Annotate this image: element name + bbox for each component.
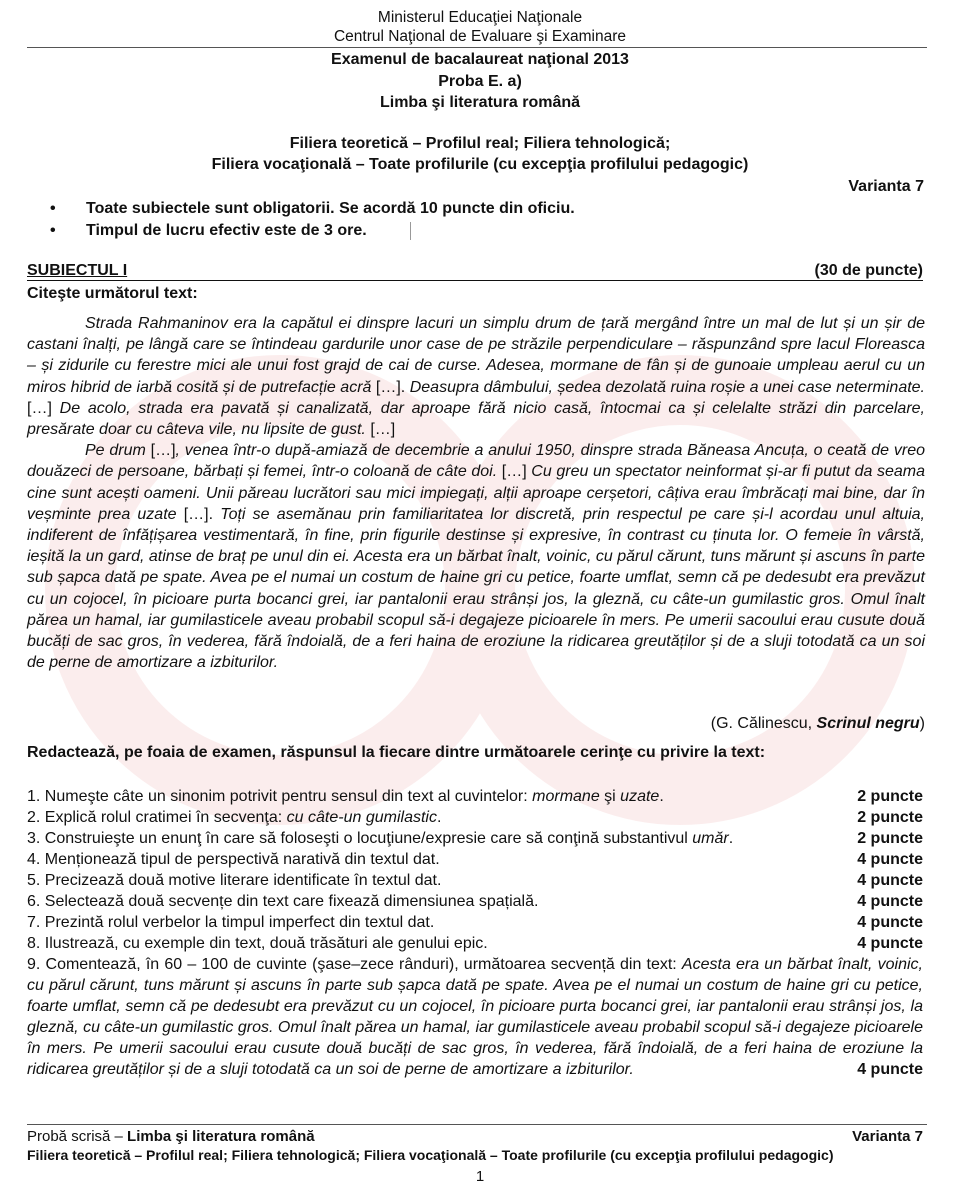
variant-label: Varianta 7	[848, 178, 924, 195]
section-header	[27, 262, 923, 280]
excerpt-source: (G. Călinescu, Scrinul negru)	[710, 715, 925, 732]
instruction-item: • Toate subiectele sunt obligatorii. Se acordă 10 puncte din oficiu.	[50, 198, 575, 220]
questions-list	[27, 786, 923, 1080]
footer-subject: Limba şi literatura română	[127, 1128, 315, 1145]
header-divider	[27, 47, 927, 48]
question-points: 4 puncte	[857, 851, 923, 868]
question-points: 4 puncte	[857, 893, 923, 910]
excerpt-paragraph-1: Strada Rahmaninov era la capătul ei dinspre lacuri un simplu drum de țară mergând între un mal de lut și un șir de castani înalți, pe lângă care se întindeau gardurile unor case de pe străzile perpendiculare – răspunzând spre lacul Floreasca – și zidurile cu ferestre mici ale unui fost grajd de cai de curse. Adesea, mormane de fân și de gunoaie umpleau aerul cu un miros hibrid de iarbă cosită și de putrefacție acră […]. Deasupra dâmbului, ședea dezolată ruina roșie a unei case neterminate. […] De acolo, strada era pavată și canalizată, dar aproape fără nicio casă, întocmai ca și celelalte străzi din parcelare, presărate doar cu câteva vile, nu lipsite de gust. […]	[27, 315, 926, 439]
footer-divider	[27, 1124, 927, 1125]
filiera-line-1: Filiera teoretică – Profilul real; Filiera tehnologică;	[289, 135, 671, 152]
excerpt-text	[27, 313, 925, 673]
question-item-9: 9. Comentează, în 60 – 100 de cuvinte (şase–zece rânduri), următoarea secvență din text: Acesta era un bărbat înalt, voinic, cu părul cărunt, tuns mărunt și ascuns în parte sub șapca dată pe spate. Avea pe el numai un costum de haine gri cu petice, foarte umflat, semn că pe dedesubt era prevăzut cu un cojocel, în picioare purta bocanci grei, iar pantalonii erau strânși jos, la gleznă, cu câte-un gumilastic gros. Omul înalt părea un hamal, iar gumilasticele aveau probabil scopul să-i degajeze picioarele în mers. Pe umerii sacoului erau cusute două bucăți de sac gros, în vederea, fără îndoială, de a feri haina de eroziune la ridicarea greutăților și de a sluji totodată ca un soi de perne de amortizare a izbiturilor. 4 puncte	[27, 956, 924, 1078]
section-underline	[27, 280, 923, 281]
question-9-quote: Acesta era un bărbat înalt, voinic, cu părul cărunt, tuns mărunt și ascuns în parte sub șapca dată pe spate. Avea pe el numai un costum de haine gri cu petice, foarte umflat, semn că pe dedesubt era prevăzut cu un cojocel, în picioare purta bocanci grei, iar pantalonii erau strânși jos, la gleznă, cu câte-un gumilastic gros. Omul înalt părea un hamal, iar gumilasticele aveau probabil scopul să-i degajeze picioarele în mers. Pe umerii sacoului erau cusute două bucăți de sac gros, în vederea, fără îndoială, de a feri haina de eroziune la ridicarea greutăților și de a sluji totodată ca un soi de perne de amortizare a izbiturilor.	[27, 956, 924, 1078]
question-item: 3. Construieşte un enunţ în care să foloseşti o locuţiune/expresie care să conţină substantivul umăr. 2 puncte	[27, 830, 923, 847]
question-item: 7. Prezintă rolul verbelor la timpul imperfect din textul dat. 4 puncte	[27, 914, 923, 931]
exam-proba: Proba E. a)	[438, 73, 522, 90]
filiera-line-2: Filiera vocaţională – Toate profilurile (cu excepţia profilului pedagogic)	[211, 156, 749, 173]
question-item: 2. Explică rolul cratimei în secvenţa: cu câte-un gumilastic. 2 puncte	[27, 809, 923, 826]
question-item: 4. Menționează tipul de perspectivă narativă din textul dat. 4 puncte	[27, 851, 923, 868]
question-item: 1. Numeşte câte un sinonim potrivit pentru sensul din text al cuvintelor: mormane şi uzate. 2 puncte	[27, 788, 923, 805]
question-item: 6. Selectează două secvențe din text care fixează dimensiunea spațială. 4 puncte	[27, 893, 923, 910]
center-name: Centrul Naţional de Evaluare şi Examinare	[333, 28, 627, 45]
source-work-title: Scrinul negru	[816, 715, 920, 732]
excerpt-paragraph-2: Pe drum […], venea într-o după-amiază de decembrie a anului 1950, dinspre strada Băneasa Ancuța, o ceată de vreo douăzeci de persoane, bărbați și femei, într-o coloană de câte doi. […] Cu greu un spectator neinformat și-ar fi putut da seama cine sunt acești oameni. Unii păreau lucrători sau mici impiegați, alții aproape cerșetori, câțiva erau îmbrăcați mai bine, dar în veșminte prea uzate […]. Toți se asemănau prin familiaritatea lor discretă, prin respectul pe care și-l acordau unul altuia, indiferent de înfățișarea vestimentară, în fine, prin figurile destinse și expresive, în contrast cu ținuta lor. O femeie în vârstă, ieșită la un gard, atinse de braț pe unul din ei. Acesta era un bărbat înalt, voinic, cu părul cărunt, tuns mărunt și ascuns în parte sub șapca dată pe spate. Avea pe el numai un costum de haine gri cu petice, foarte umflat, semn că pe dedesubt era prevăzut cu un cojocel, în picioare purta bocanci grei, iar pantalonii erau strânși jos, la gleznă, cu câte-un gumilastic gros. Omul înalt părea un hamal, iar gumilasticele aveau probabil scopul să-i degajeze picioarele în mers. Pe umerii sacoului erau cusute două bucăți de sac gros, în vederea, fără îndoială, de a feri haina de eroziune la ridicarea greutăților și de a sluji totodată ca un soi de perne de amortizare a izbiturilor.	[27, 442, 926, 672]
ministry-name: Ministerul Educaţiei Naţionale	[377, 9, 583, 26]
question-points: 2 puncte	[857, 788, 923, 805]
question-points: 4 puncte	[857, 914, 923, 931]
question-points: 2 puncte	[857, 809, 923, 826]
page-number: 1	[475, 1168, 485, 1185]
questions-instruction: Redactează, pe foaia de examen, răspunsul la fiecare dintre următoarele cerinţe cu privire la text:	[27, 744, 766, 761]
footer-filiera: Filiera teoretică – Profilul real; Filiera tehnologică; Filiera vocaţională – Toate profilurile (cu excepţia profilului pedagogic)	[27, 1147, 834, 1163]
question-points: 2 puncte	[857, 830, 923, 847]
footer: Probă scrisă – Limba şi literatura română Varianta 7 Filiera teoretică – Profilul real; Filiera tehnologică; Filiera vocaţională – Toate profilurile (cu excepţia profilului pedagogic)	[27, 1128, 923, 1163]
question-points: 4 puncte	[857, 1061, 923, 1078]
section-points: (30 de puncte)	[814, 262, 923, 279]
question-item: 8. Ilustrează, cu exemple din text, două trăsături ale genului epic. 4 puncte	[27, 935, 923, 952]
read-prompt: Citeşte următorul text:	[27, 285, 198, 302]
section-title: SUBIECTUL I	[27, 262, 128, 279]
question-points: 4 puncte	[857, 872, 923, 889]
instructions-list	[50, 198, 575, 242]
footer-variant: Varianta 7	[852, 1128, 923, 1145]
text-cursor	[410, 222, 411, 240]
exam-title: Examenul de bacalaureat naţional 2013	[331, 51, 629, 68]
instruction-item: • Timpul de lucru efectiv este de 3 ore.	[50, 220, 575, 242]
exam-subject: Limba şi literatura română	[379, 94, 581, 111]
question-item: 5. Precizează două motive literare identificate în textul dat. 4 puncte	[27, 872, 923, 889]
question-points: 4 puncte	[857, 935, 923, 952]
